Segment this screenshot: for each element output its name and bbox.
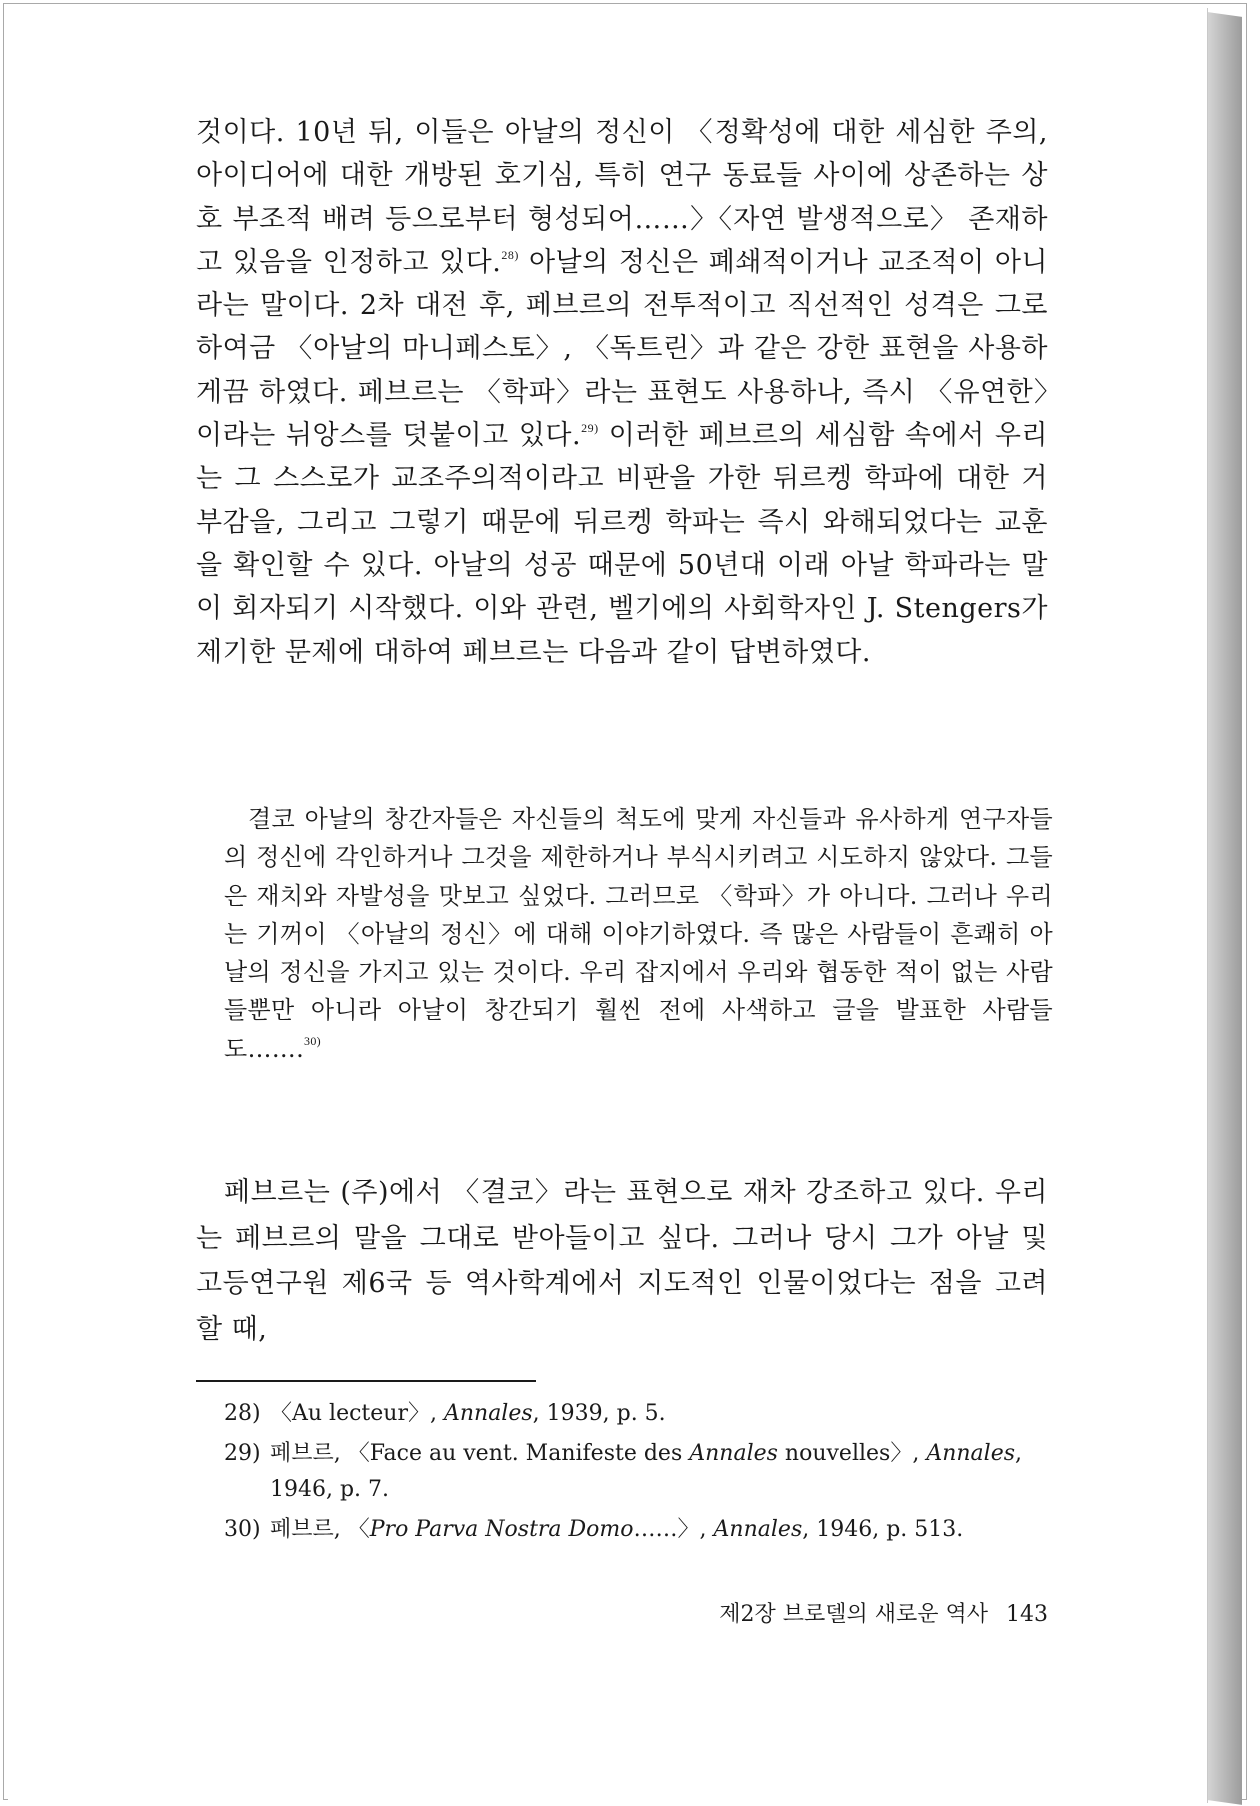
footnote-text: , 1946, p. 513. <box>802 1517 964 1542</box>
footnote-ref-29: 29) <box>581 421 599 436</box>
footnote-ref-28: 28) <box>501 247 519 262</box>
running-head: 제2장 브로델의 새로운 역사 <box>719 1602 988 1627</box>
body-paragraph-1 <box>196 111 1048 674</box>
footnote-title: Annales <box>443 1401 533 1426</box>
footnote-number: 29) <box>224 1441 261 1466</box>
footnote-title: Pro Parva Nostra Domo <box>369 1517 634 1542</box>
footnote-number: 28) <box>224 1401 261 1426</box>
footnote-title: Annales <box>713 1517 803 1542</box>
body-paragraph-2 <box>196 1170 1048 1352</box>
footnote-text: ……〉, <box>633 1517 714 1542</box>
page-number: 143 <box>1006 1602 1048 1627</box>
viewer-frame <box>3 3 1247 1800</box>
footnote-title: Annales <box>689 1441 778 1466</box>
footnotes <box>224 1396 1054 1552</box>
block-quote <box>224 800 1053 1068</box>
quote-text: 결코 아날의 창간자들은 자신들의 척도에 맞게 자신들과 유사하게 연구자들의 정신에 각인하거나 그것을 제한하거나 부식시키려고 시도하지 않았다. 그들은 재치와 자발성을 맛보고 싶었다. 그러므로 〈학파〉가 아니다. 그러나 우리는 기꺼이 〈아날의 정신〉에 대해 이야기하였다. 즉 많은 사람들이 흔쾌히 아날의 정신을 가지고 있는 것이다. 우리 잡지에서 우리와 협동한 적이 없는 사람들뿐만 아니라 아날이 창간되기 훨씬 전에 사색하고 글을 발표한 사람들도……. <box>224 805 1053 1063</box>
footnote-30 <box>224 1512 1054 1548</box>
footnote-28 <box>224 1396 1054 1432</box>
body-text-run: 이러한 페브르의 세심함 속에서 우리는 그 스스로가 교조주의적이라고 비판을 가한 뒤르켕 학파에 대한 거부감을, 그리고 그렇기 때문에 뒤르켕 학파는 즉시 와해되었다는 교훈을 확인할 수 있다. 아날의 성공 때문에 50년대 이래 아날 학파라는 말이 회자되기 시작했다. 이와 관련, 벨기에의 사회학자인 J. Stengers가 제기한 문제에 대하여 페브르는 다음과 같이 답변하였다. <box>196 420 1048 668</box>
footnote-text: 페브르, 〈Face au vent. Manifeste des <box>270 1441 690 1466</box>
footnote-divider <box>196 1380 536 1382</box>
body-text-run: 것이다. 10년 뒤, 이들은 아날의 정신이 〈정확성에 대한 세심한 주의, 아이디어에 대한 개방된 호기심, 특히 연구 동료들 사이에 상존하는 상호 부조적 배려 등으로부터 형성되어……〉〈자연 발생적으로〉 존재하고 있음을 인정하고 있다. <box>196 117 1048 278</box>
footnote-text: , 1946, p. 7. <box>270 1441 1023 1502</box>
footnote-text: 페브르, 〈 <box>270 1517 370 1542</box>
footnote-number: 30) <box>224 1517 261 1542</box>
body-text-run: 페브르는 (주)에서 〈결코〉라는 표현으로 재차 강조하고 있다. 우리는 페브르의 말을 그대로 받아들이고 싶다. 그러나 당시 그가 아날 및 고등연구원 제6국 등 역사학계에서 지도적인 인물이었다는 점을 고려할 때, <box>196 1177 1048 1345</box>
footnote-title: Annales <box>926 1441 1016 1466</box>
footnote-text: 〈Au lecteur〉, <box>270 1401 444 1426</box>
body-text-run: 아날의 정신은 폐쇄적이거나 교조적이 아니라는 말이다. 2차 대전 후, 페브르의 전투적이고 직선적인 성격은 그로 하여금 〈아날의 마니페스토〉, 〈독트린〉과 같은 강한 표현을 사용하게끔 하였다. 페브르는 〈학파〉라는 표현도 사용하나, 즉시 〈유연한〉이라는 뉘앙스를 덧붙이고 있다. <box>196 246 1048 452</box>
page-stack-edge <box>1207 12 1242 1805</box>
footnote-text: , 1939, p. 5. <box>532 1401 666 1426</box>
footnote-ref-30: 30) <box>304 1033 321 1048</box>
book-page <box>8 8 1208 1803</box>
footnote-29 <box>224 1436 1054 1508</box>
page-footer <box>668 1597 1048 1628</box>
footnote-text: nouvelles〉, <box>777 1441 927 1466</box>
